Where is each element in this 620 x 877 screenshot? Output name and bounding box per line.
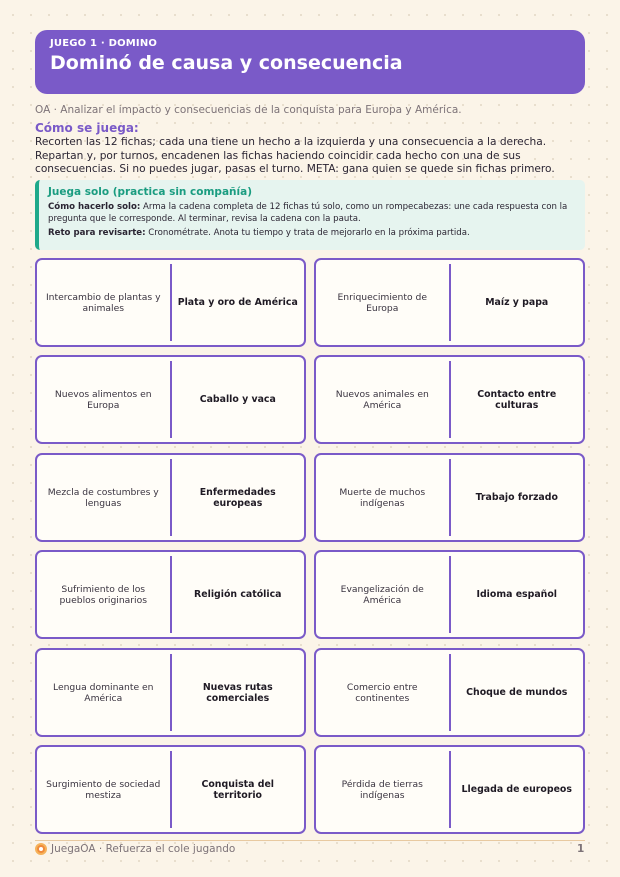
domino-card: [35, 550, 306, 639]
card-consequence: Conquista del territorio: [201, 778, 275, 801]
footer: [35, 843, 235, 855]
domino-card: [35, 745, 306, 834]
domino-card: [314, 453, 585, 542]
footer-brand: JuegaOA · Refuerza el cole jugando: [51, 843, 236, 855]
card-cause: Enriquecimiento de Europa: [337, 291, 427, 314]
how-to-play-text: Recorten las 12 fichas; cada una tiene un hecho a la izquierda y una consecuencia a la derecha. Repartan y, por turnos, encadenen las fichas haciendo coincidir cada hecho con una de sus consecuencias. Si no puedes jugar, pasas el turno. META: gana quien se quede sin fichas primero.: [35, 136, 555, 176]
card-consequence: Choque de mundos: [466, 687, 568, 698]
card-consequence: Trabajo forzado: [475, 492, 558, 503]
card-cause: Lengua dominante en América: [52, 681, 154, 704]
solo-challenge-label: Reto para revisarte:: [48, 228, 146, 238]
card-cause: Surgimiento de sociedad mestiza: [46, 778, 161, 801]
learning-objective: OA · Analizar el impacto y consecuencias de la conquista para Europa y América.: [35, 104, 462, 116]
solo-how: [48, 201, 575, 225]
page-title: Dominó de causa y consecuencia: [50, 52, 403, 74]
card-cause: Comercio entre continentes: [346, 681, 418, 704]
solo-title: Juega solo (practica sin compañía): [48, 186, 252, 198]
domino-card: [314, 648, 585, 737]
domino-card: [35, 453, 306, 542]
solo-how-text: Arma la cadena completa de 12 fichas tú solo, como un rompecabezas: une cada respuesta con la pregunta que le corresponde. Al terminar, revisa la cadena con la pauta.: [48, 202, 568, 224]
card-consequence: Plata y oro de América: [177, 297, 298, 308]
domino-card: [314, 745, 585, 834]
card-consequence: Idioma español: [476, 589, 558, 600]
solo-play-box: [35, 180, 585, 250]
brand-logo-icon: [35, 843, 47, 855]
solo-how-label: Cómo hacerlo solo:: [48, 202, 141, 212]
domino-card: [314, 258, 585, 347]
card-consequence: Contacto entre culturas: [477, 388, 557, 411]
card-consequence: Nuevas rutas comerciales: [202, 681, 273, 704]
how-to-play-title: Cómo se juega:: [35, 121, 139, 135]
card-cause: Muerte de muchos indígenas: [339, 486, 426, 509]
card-cause: Sufrimiento de los pueblos originarios: [59, 583, 148, 606]
card-cause: Intercambio de plantas y animales: [45, 291, 161, 314]
page-number: 1: [577, 843, 585, 855]
card-cause: Nuevos animales en América: [335, 388, 429, 411]
domino-card: [314, 355, 585, 444]
domino-card: [35, 258, 306, 347]
card-cause: Pérdida de tierras indígenas: [341, 778, 423, 801]
card-consequence: Caballo y vaca: [199, 394, 276, 405]
solo-challenge-text: Cronométrate. Anota tu tiempo y trata de mejorarlo en la próxima partida.: [145, 228, 470, 238]
card-consequence: Religión católica: [194, 589, 282, 600]
footer-divider: [35, 840, 585, 841]
card-consequence: Maíz y papa: [485, 297, 549, 308]
card-cause: Mezcla de costumbres y lenguas: [47, 486, 159, 509]
card-cause: Nuevos alimentos en Europa: [54, 388, 152, 411]
page-header: [35, 30, 585, 94]
card-consequence: Llegada de europeos: [461, 784, 572, 795]
solo-challenge: [48, 227, 575, 239]
card-cause: Evangelización de América: [340, 583, 424, 606]
domino-card: [314, 550, 585, 639]
domino-card: [35, 648, 306, 737]
game-tag: JUEGO 1 · DOMINO: [50, 38, 158, 49]
domino-card: [35, 355, 306, 444]
card-consequence: Enfermedades europeas: [199, 486, 276, 509]
